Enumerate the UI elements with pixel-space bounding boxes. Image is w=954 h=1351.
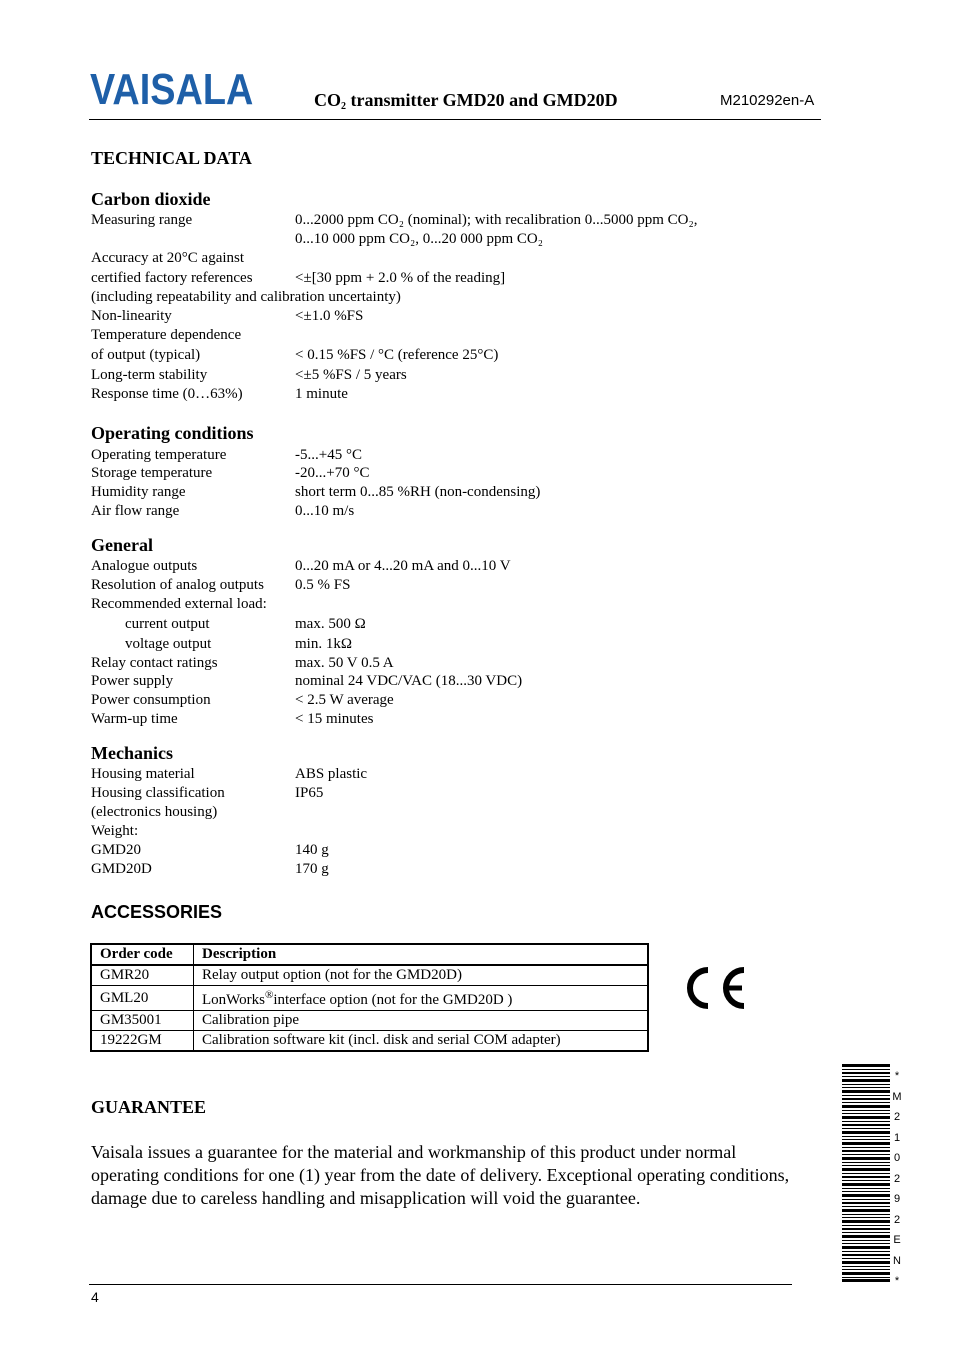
table-row xyxy=(91,986,648,1011)
response-time-value: 1 minute xyxy=(295,386,348,402)
electronics-housing-label: (electronics housing) xyxy=(91,804,218,820)
gmd20d-weight-label: GMD20D xyxy=(91,861,152,877)
guarantee-heading: GUARANTEE xyxy=(91,1097,207,1117)
nonlinearity-value: <±1.0 %FS xyxy=(295,308,364,324)
table-row xyxy=(91,1031,648,1052)
vaisala-logo: VAISALA xyxy=(90,65,254,114)
temp-dependence-label: Temperature dependence xyxy=(91,327,242,343)
resolution-value: 0.5 % FS xyxy=(295,577,351,593)
accessories-table xyxy=(90,943,649,1052)
guarantee-text: Vaisala issues a guarantee for the material and workmanship of this product under normal operating conditions for one (1) year from the date of delivery. Exceptional operating conditions, damage due to careless handling and misapplication will void the guarantee. xyxy=(91,1142,790,1208)
order-code-cell: 19222GM xyxy=(91,1031,194,1052)
accuracy-note: (including repeatability and calibration uncertainty) xyxy=(91,289,401,305)
housing-material-label: Housing material xyxy=(91,766,195,782)
description-cell: LonWorks®interface option (not for the GMD20D ) xyxy=(194,986,649,1011)
stability-value: <±5 %FS / 5 years xyxy=(295,367,407,383)
operating-conditions-heading: Operating conditions xyxy=(91,423,254,443)
measuring-range-label: Measuring range xyxy=(91,212,193,228)
temp-dependence-label-cont: of output (typical) xyxy=(91,347,201,363)
voltage-output-value: min. 1kΩ xyxy=(295,636,352,652)
warmup-label: Warm-up time xyxy=(91,711,178,727)
relay-ratings-label: Relay contact ratings xyxy=(91,655,218,671)
document-title: $CO_2$ transmitter GMD20 and GMD20D xyxy=(314,90,618,112)
order-code-cell: GMR20 xyxy=(91,965,194,986)
barcode-icon xyxy=(842,1064,890,1282)
ce-mark-icon xyxy=(682,964,750,1012)
mechanics-heading: Mechanics xyxy=(91,743,173,763)
measuring-range-value: 0...2000 ppm CO₂ (nominal); with recalibration 0...5000 ppm CO₂, xyxy=(295,212,698,228)
housing-classification-value: IP65 xyxy=(295,785,324,801)
humidity-label: Humidity range xyxy=(91,484,186,500)
operating-temp-label: Operating temperature xyxy=(91,447,227,463)
nonlinearity-label: Non-linearity xyxy=(91,308,172,324)
order-code-cell: GM35001 xyxy=(91,1011,194,1031)
accuracy-label-cont: certified factory references xyxy=(91,270,253,286)
description-header: Description xyxy=(194,944,649,965)
power-consumption-label: Power consumption xyxy=(91,692,211,708)
table-row xyxy=(91,1011,648,1031)
header-divider xyxy=(89,119,821,120)
document-code: M210292en-A xyxy=(720,92,815,109)
power-supply-value: nominal 24 VDC/VAC (18...30 VDC) xyxy=(295,673,523,689)
power-supply-label: Power supply xyxy=(91,673,174,689)
table-header-row xyxy=(91,944,648,965)
carbon-dioxide-heading: Carbon dioxide xyxy=(91,189,211,209)
storage-temp-label: Storage temperature xyxy=(91,465,213,481)
order-code-header: Order code xyxy=(91,944,194,965)
stability-label: Long-term stability xyxy=(91,367,208,383)
weight-label: Weight: xyxy=(91,823,139,839)
current-output-label: current output xyxy=(125,616,210,632)
warmup-value: < 15 minutes xyxy=(295,711,374,727)
operating-temp-value: -5...+45 °C xyxy=(295,447,362,463)
description-cell: Relay output option (not for the GMD20D) xyxy=(194,965,649,986)
housing-classification-label: Housing classification xyxy=(91,785,225,801)
barcode-text: *M210292EN* xyxy=(892,1070,902,1287)
response-time-label: Response time (0…63%) xyxy=(91,386,243,402)
measuring-range-value-cont: 0...10 000 ppm CO₂, 0...20 000 ppm CO₂ xyxy=(295,231,543,247)
power-consumption-value: < 2.5 W average xyxy=(295,692,394,708)
footer-divider xyxy=(89,1284,792,1285)
storage-temp-value: -20...+70 °C xyxy=(295,465,370,481)
airflow-label: Air flow range xyxy=(91,503,180,519)
technical-data-heading: TECHNICAL DATA xyxy=(91,148,252,168)
resolution-label: Resolution of analog outputs xyxy=(91,577,264,593)
temp-dependence-value: < 0.15 %FS / °C (reference 25°C) xyxy=(295,347,499,363)
table-row xyxy=(91,965,648,986)
housing-material-value: ABS plastic xyxy=(295,766,368,782)
page-number: 4 xyxy=(91,1289,99,1305)
analogue-outputs-value: 0...20 mA or 4...20 mA and 0...10 V xyxy=(295,558,511,574)
voltage-output-label: voltage output xyxy=(125,636,212,652)
general-heading: General xyxy=(91,535,153,555)
external-load-label: Recommended external load: xyxy=(91,596,267,612)
description-cell: Calibration pipe xyxy=(194,1011,649,1031)
humidity-value: short term 0...85 %RH (non-condensing) xyxy=(295,484,541,500)
description-cell: Calibration software kit (incl. disk and serial COM adapter) xyxy=(194,1031,649,1052)
order-code-cell: GML20 xyxy=(91,986,194,1011)
accessories-heading: ACCESSORIES xyxy=(91,902,223,922)
current-output-value: max. 500 Ω xyxy=(295,616,366,632)
gmd20-weight-label: GMD20 xyxy=(91,842,142,858)
gmd20d-weight-value: 170 g xyxy=(295,861,329,877)
relay-ratings-value: max. 50 V 0.5 A xyxy=(295,655,394,671)
analogue-outputs-label: Analogue outputs xyxy=(91,558,198,574)
accuracy-value: <±[30 ppm + 2.0 % of the reading] xyxy=(295,270,506,286)
gmd20-weight-value: 140 g xyxy=(295,842,329,858)
accuracy-label: Accuracy at 20°C against xyxy=(91,250,245,266)
airflow-value: 0...10 m/s xyxy=(295,503,355,519)
